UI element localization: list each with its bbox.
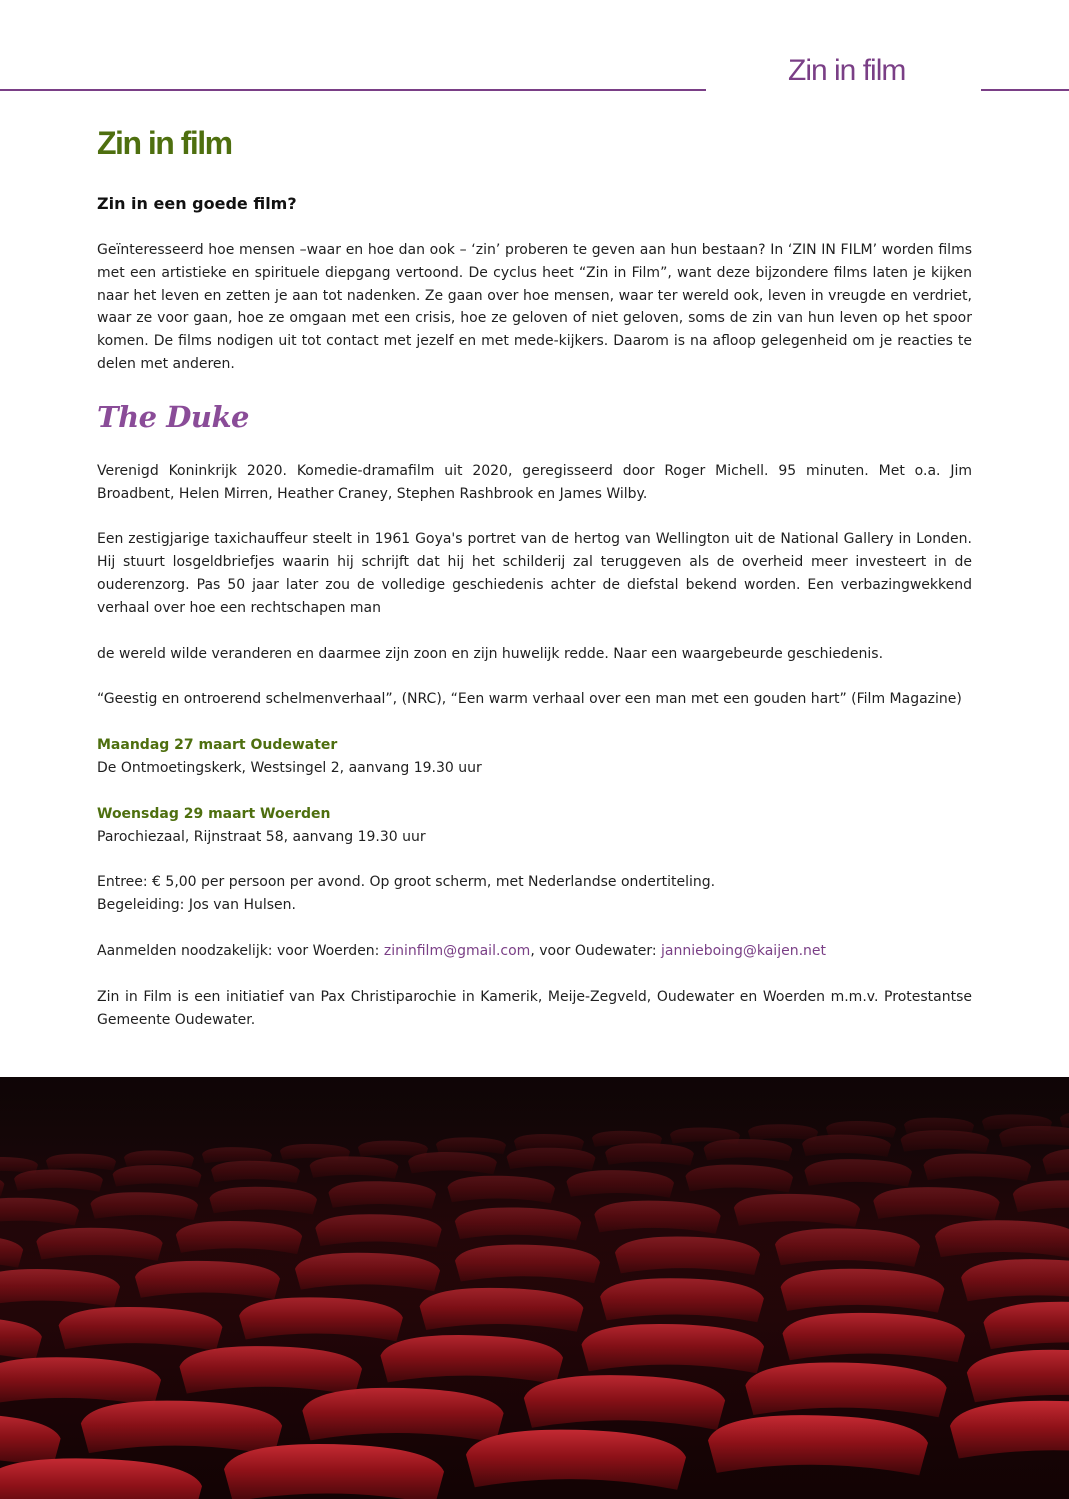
main-content <box>97 124 972 1031</box>
practical-info <box>97 871 972 917</box>
entry-info: Entree: € 5,00 per persoon per avond. Op groot scherm, met Nederlandse ondertiteling. <box>97 874 716 891</box>
footer-note: Zin in Film is een initiatief van Pax Christiparochie in Kamerik, Meije-Zegveld, Oudewater en Woerden m.m.v. Protestantse Gemeente Oudewater. <box>97 988 972 1028</box>
registration-line <box>97 940 972 963</box>
email-link-oudewater[interactable]: jannieboing@kaijen.net <box>661 942 826 959</box>
registration-prefix: Aanmelden noodzakelijk: voor Woerden: <box>97 942 384 959</box>
intro-paragraph: Geïnteresseerd hoe mensen –waar en hoe dan ook – ‘zin’ proberen te geven aan hun bestaan? In ‘ZIN IN FILM’ worden films met een artistieke en spirituele diepgang vertoond. De cyclus heet “Zin in Film”, want deze bijzondere films laten je kijken naar het leven en zetten je aan tot nadenken. Ze gaan over hoe mensen, waar ter wereld ook, leven in vreugde en verdriet, waar ze voor gaan, hoe ze omgaan met een crisis, hoe ze geloven of niet geloven, soms de zin van hun leven op het spoor komen. De films nodigen uit tot contact met jezelf en met mede-kijkers. Daarom is na afloop gelegenheid om je reacties te delen met anderen. <box>97 242 972 372</box>
screening-item <box>97 803 972 849</box>
screening-location: De Ontmoetingskerk, Westsingel 2, aanvang 19.30 uur <box>97 759 482 776</box>
cinema-seats-illustration <box>0 1077 1069 1499</box>
film-details: Verenigd Koninkrijk 2020. Komedie-dramafilm uit 2020, geregisseerd door Roger Michell. 95 minuten. Met o.a. Jim Broadbent, Helen Mirren, Heather Craney, Stephen Rashbrook en James Wilby. <box>97 462 972 502</box>
film-synopsis-part2: de wereld wilde veranderen en daarmee zijn zoon en zijn huwelijk redde. Naar een waargebeurde geschiedenis. <box>97 645 884 662</box>
registration-middle: , voor Oudewater: <box>530 942 662 959</box>
header-rule-left <box>0 89 706 91</box>
header-rule-right <box>981 89 1069 91</box>
film-title: The Duke <box>97 399 249 434</box>
screening-date: Woensdag 29 maart Woerden <box>97 805 331 822</box>
page-title: Zin in film <box>97 125 232 161</box>
screening-date: Maandag 27 maart Oudewater <box>97 737 338 754</box>
film-synopsis-part1: Een zestigjarige taxichauffeur steelt in 1961 Goya's portret van de hertog van Wellington uit de National Gallery in Londen. Hij stuurt losgeldbriefjes waarin hij schrijft dat hij het schilderij zal teruggeven als de overheid meer investeert in de ouderenzorg. Pas 50 jaar later zou de volledige geschiedenis achter de diefstal bekend worden. Een verbazingwekkend verhaal over hoe een rechtschapen man <box>97 531 972 616</box>
screening-location: Parochiezaal, Rijnstraat 58, aanvang 19.30 uur <box>97 828 426 845</box>
screening-item <box>97 734 972 780</box>
film-reviews: “Geestig en ontroerend schelmenverhaal”, (NRC), “Een warm verhaal over een man met een gouden hart” (Film Magazine) <box>97 691 962 708</box>
header-title: Zin in film <box>788 54 906 87</box>
email-link-woerden[interactable]: zininfilm@gmail.com <box>383 942 531 959</box>
intro-heading: Zin in een goede film? <box>97 194 297 213</box>
cinema-seats-image <box>0 1077 1069 1499</box>
guide-info: Begeleiding: Jos van Hulsen. <box>97 897 296 914</box>
